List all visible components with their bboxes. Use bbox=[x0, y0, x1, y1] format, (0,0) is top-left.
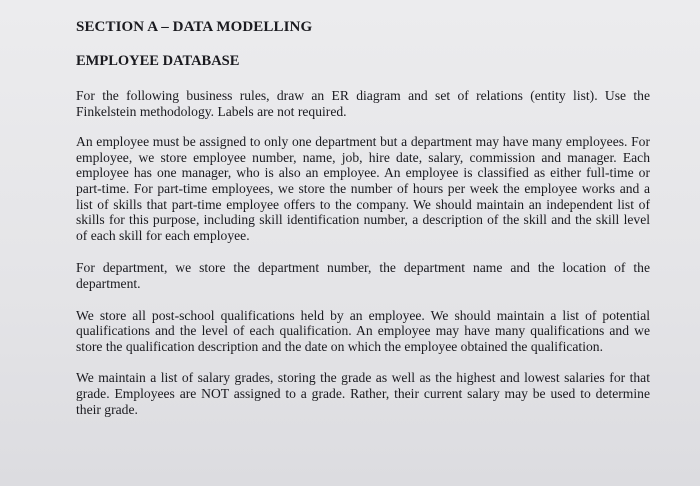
paragraph-instructions: For the following business rules, draw an ER diagram and set of relations (entity list). Use the Finkelstein methodology. Labels are not required. bbox=[76, 88, 650, 119]
section-heading: SECTION A – DATA MODELLING bbox=[76, 19, 313, 35]
document-title: EMPLOYEE DATABASE bbox=[76, 53, 240, 69]
paragraph-employee-rules: An employee must be assigned to only one department but a department may have many employees. For employee, we store employee number, name, job, hire date, salary, commission and manager. Each employee has one manager, who is also an employee. An employee is classified as either full-time or part-time. For part-time employees, we store the number of hours per week the employee works and a list of skills that part-time employee offers to the company. We should maintain an independent list of skills for this purpose, including skill identification number, a description of the skill and the skill level of each skill for each employee. bbox=[76, 134, 650, 243]
paragraph-salary-grade-rules: We maintain a list of salary grades, storing the grade as well as the highest and lowest salaries for that grade. Employees are NOT assigned to a grade. Rather, their current salary may be used to determine their grade. bbox=[76, 370, 650, 417]
paragraph-department-rules: For department, we store the department number, the department name and the location of the department. bbox=[76, 260, 650, 291]
paragraph-qualification-rules: We store all post-school qualifications held by an employee. We should maintain a list of potential qualifications and the level of each qualification. An employee may have many qualifications and we store the qualification description and the date on which the employee obtained the qualification. bbox=[76, 307, 650, 354]
